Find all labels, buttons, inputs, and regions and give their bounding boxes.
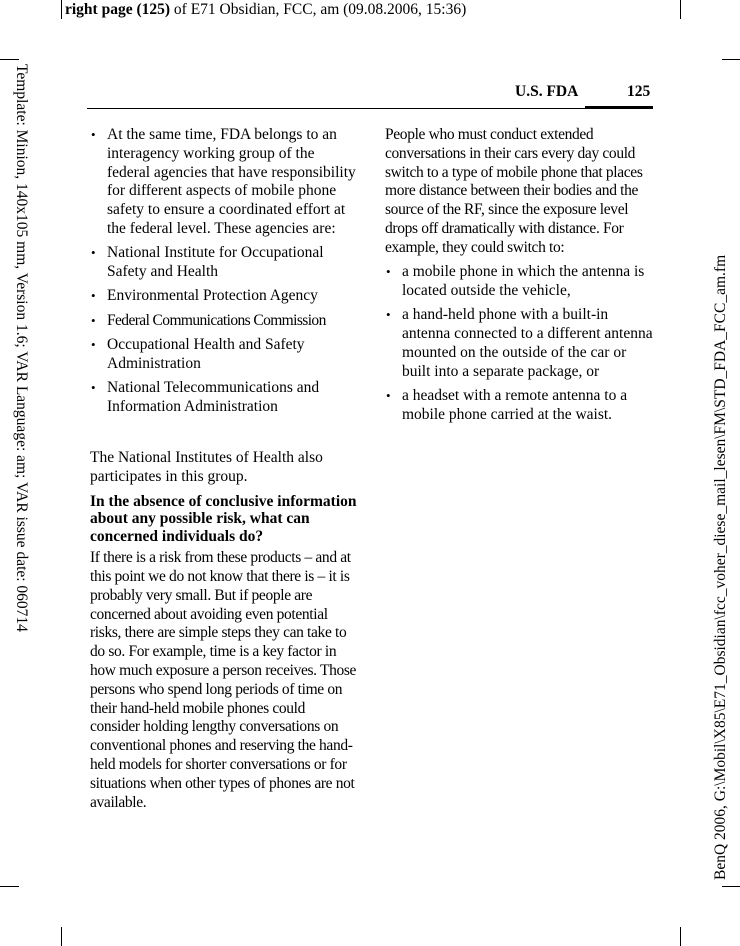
crop-mark-bottom-right	[680, 927, 681, 946]
crop-mark-top-left	[61, 0, 62, 19]
slug-page-label: right page (125)	[65, 1, 171, 18]
header-rule-accent	[585, 106, 653, 109]
agency-item: • Federal Communications Commission	[90, 312, 358, 331]
right-column	[385, 126, 653, 430]
crop-mark-top-right	[680, 0, 681, 19]
nih-paragraph: The National Institutes of Health also participates in this group.	[90, 449, 323, 485]
intro-bullet: • At the same time, FDA belongs to an interagency working group of the federal agencies that have responsibility for different aspects of mobile phone safety to ensure a coordinated effort at the federal level. These agencies are:	[90, 126, 358, 239]
crop-mark-left-upper	[0, 59, 19, 60]
crop-mark-right-lower	[722, 886, 740, 887]
option-item: • a hand-held phone with a built-in antenna connected to a different antenna mounted on the outside of the car or built into a separate package, or	[385, 306, 653, 381]
slug-document-info: of E71 Obsidian, FCC, am (09.08.2006, 15:36)	[170, 1, 467, 18]
crop-mark-bottom-left	[61, 927, 62, 946]
option-item: • a headset with a remote antenna to a mobile phone carried at the waist.	[385, 387, 653, 425]
agency-item: • National Institute for Occupational Safety and Health	[90, 244, 358, 282]
crop-mark-right-upper	[722, 59, 740, 60]
crop-mark-left-lower	[0, 886, 19, 887]
left-column	[90, 126, 358, 812]
agency-item: • National Telecommunications and Information Administration	[90, 379, 358, 417]
agency-item: • Environmental Protection Agency	[90, 287, 358, 306]
header-rule	[87, 108, 653, 109]
car-paragraph: People who must conduct extended conversations in their cars every day could switch to a type of mobile phone that places more distance between their bodies and the source of the RF, since the exposure level drops off dramatically with distance. For example, they could switch to:	[385, 126, 643, 256]
agency-list	[90, 126, 358, 417]
slug-line	[65, 1, 466, 19]
page-number: 125	[627, 83, 651, 100]
answer-paragraph: If there is a risk from these products – and at this point we do not know that there is – it is probably very small. But if people are concerned about avoiding even potential risks, there are simple steps they can take to do so. For example, time is a key factor in how much exposure a person receives. Those persons who spend long periods of time on their hand-held mobile phones could consider holding lengthy conversations on conventional phones and reserving the hand-held models for shorter conversations or for situations when other types of phones are not available.	[90, 549, 357, 811]
running-head-title: U.S. FDA	[515, 83, 579, 100]
file-path-vertical: BenQ 2006, G:\Mobil\X85\E71_Obsidian\fcc_voher_diese_mail_lesen\FM\STD_FDA_FCC_am.fm	[712, 254, 729, 880]
agency-item: • Occupational Health and Safety Administration	[90, 336, 358, 374]
template-info-vertical: Template: Minion, 140x105 mm, Version 1.6; VAR Language: am; VAR issue date: 060714	[13, 64, 30, 632]
options-list	[385, 263, 653, 424]
option-item: • a mobile phone in which the antenna is located outside the vehicle,	[385, 263, 653, 301]
question-heading: In the absence of conclusive information about any possible risk, what can concerned individuals do?	[90, 492, 357, 545]
